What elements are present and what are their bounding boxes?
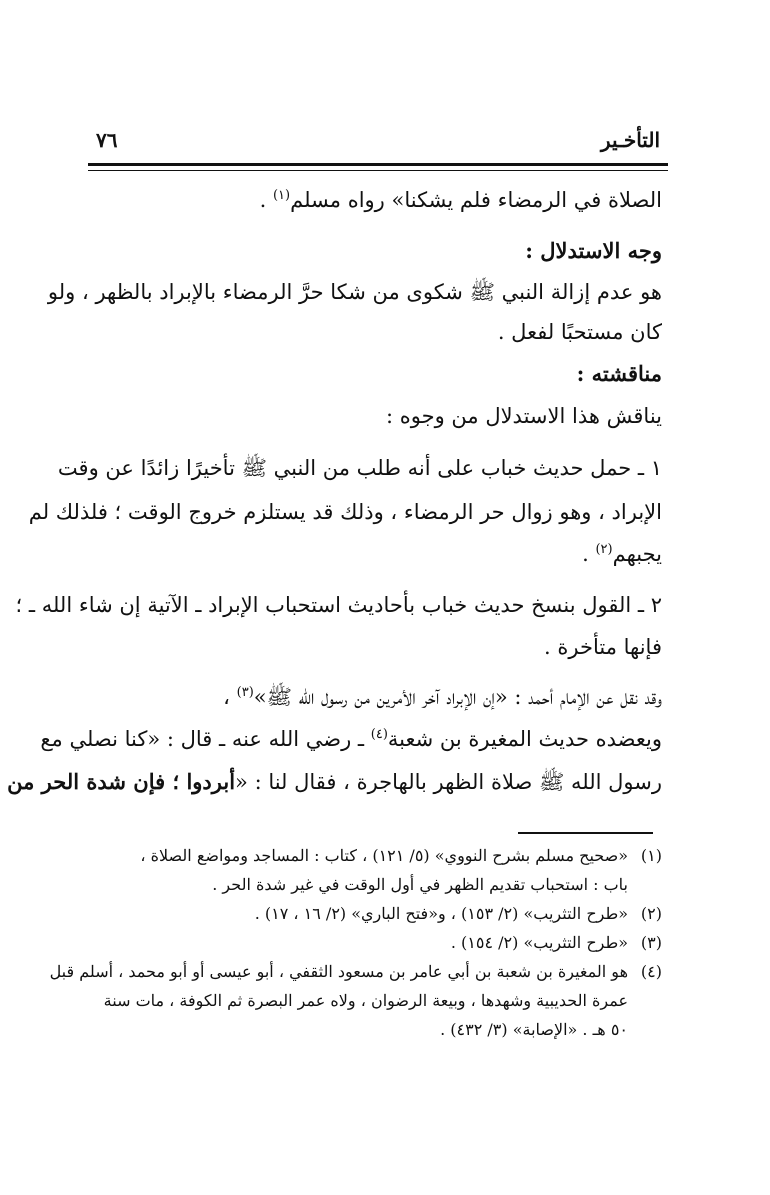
- footnote-item: ٥٠ هـ . «الإصابة» (٣/ ٤٣٢) .: [440, 1020, 628, 1039]
- footnote-number: (٢): [640, 904, 662, 923]
- footnote-ref: (٢): [595, 542, 613, 557]
- header-rule-thin: [88, 170, 668, 171]
- body-line: ١ ـ حمل حديث خباب على أنه طلب من النبي ﷺ تأخيرًا زائدًا عن وقت: [57, 456, 662, 480]
- body-line: هو عدم إزالة النبي ﷺ شكوى من شكا حرَّ الرمضاء بالإبراد بالظهر ، ولو: [47, 280, 662, 304]
- footnote-number: (١): [640, 846, 662, 865]
- footnote-number: (٣): [640, 933, 662, 952]
- bold-quote: أبردوا ؛ فإن شدة الحر من: [7, 769, 236, 794]
- body-line: وقد نقل عن الإمام أحمد : «إن الإبراد آخر الأمرين من رسول الله ﷺ»$^{(٣)}$ ،: [223, 685, 662, 709]
- footnote-item: (٢)«طرح التثريب» (٢/ ١٥٣) ، و«فتح الباري» (٢/ ١٦ ، ١٧) .: [254, 904, 662, 923]
- body-line: ٢ ـ القول بنسخ حديث خباب بأحاديث استحباب الإبراد ـ الآتية إن شاء الله ـ ؛: [15, 593, 662, 617]
- page-header: [88, 128, 668, 158]
- section-heading: مناقشته :: [576, 361, 662, 386]
- body-line: الصلاة في الرمضاء فلم يشكنا» رواه مسلم$^{(١)}$ .: [259, 188, 662, 212]
- footnote-item: عمرة الحديبية وشهدها ، وبيعة الرضوان ، ولاه عمر البصرة ثم الكوفة ، مات سنة: [103, 991, 628, 1010]
- footnote-item: (٣)«طرح التثريب» (٢/ ١٥٤) .: [450, 933, 662, 952]
- body-line: يجبهم$^{(٢)}$ .: [582, 542, 662, 566]
- footnote-ref: (٣): [236, 685, 254, 700]
- footnote-item: (٤)هو المغيرة بن شعبة بن أبي عامر بن مسعود الثقفي ، أبو عيسى أو أبو محمد ، أسلم قبل: [49, 962, 662, 981]
- footnote-item: باب : استحباب تقديم الظهر في أول الوقت في غير شدة الحر .: [212, 875, 628, 894]
- body-line: فإنها متأخرة .: [544, 635, 662, 659]
- body-line: كان مستحبًا لفعل .: [497, 320, 662, 344]
- running-title: التأخـير: [600, 128, 660, 152]
- footnote-number: (٤): [640, 962, 662, 981]
- body-line: رسول الله ﷺ صلاة الظهر بالهاجرة ، فقال لنا : «أبردوا ؛ فإن شدة الحر من: [7, 769, 662, 794]
- header-rule-thick: [88, 163, 668, 166]
- body-line: يناقش هذا الاستدلال من وجوه :: [386, 404, 662, 428]
- body-line: الإبراد ، وهو زوال حر الرمضاء ، وذلك قد يستلزم خروج الوقت ؛ فلذلك لم: [28, 500, 662, 524]
- page-number: ٧٦: [96, 128, 118, 152]
- footnote-separator: [518, 832, 653, 834]
- section-heading: وجه الاستدلال :: [525, 238, 662, 263]
- footnote-ref: (١): [272, 188, 291, 203]
- footnote-ref: (٤): [370, 727, 388, 742]
- footnote-item: (١)«صحيح مسلم بشرح النووي» (٥/ ١٢١) ، كتاب : المساجد ومواضع الصلاة ،: [140, 846, 662, 865]
- body-line: ويعضده حديث المغيرة بن شعبة$^{(٤)}$ ـ رضي الله عنه ـ قال : «كنا نصلي مع: [40, 727, 662, 751]
